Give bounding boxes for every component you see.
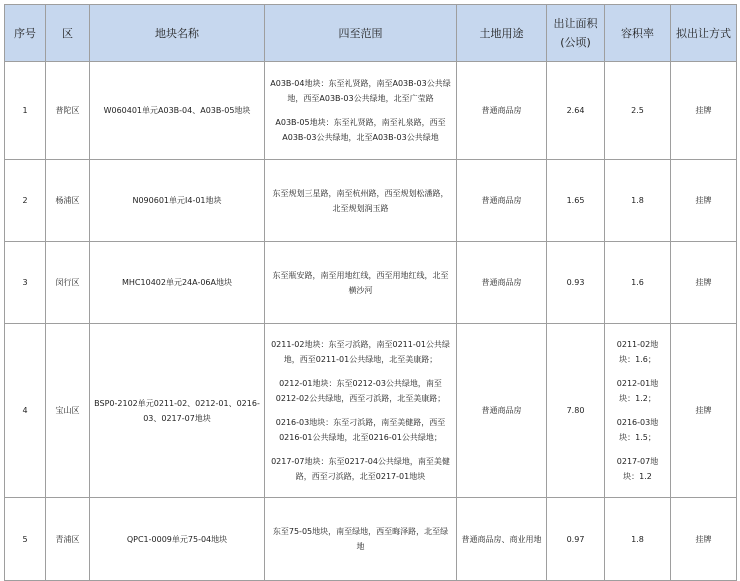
cell-bounds-line: 0217-07地块：东至0217-04公共绿地，南至美健路，西至刁浜路，北至0217-01地块 (271, 457, 450, 481)
cell-area: 7.80 (547, 324, 605, 498)
header-area (547, 5, 605, 62)
cell-far (605, 160, 671, 242)
cell-bounds-line: 东至75-05地块，南至绿地，西至晦泽路，北至绿地 (272, 527, 449, 551)
cell-far-line: 1.8 (631, 534, 644, 544)
cell-method: 挂牌 (671, 324, 737, 498)
cell-seq: 5 (5, 498, 46, 581)
cell-bounds-line: A03B-04地块：东至礼贤路，南至A03B-03公共绿地，西至A03B-03公共绿地，北至广莹路 (270, 79, 451, 103)
cell-bounds-line: 0212-01地块：东至0212-03公共绿地，南至0212-02公共绿地，西至刁浜路，北至美康路； (275, 379, 446, 403)
table-row (5, 160, 737, 242)
table-row (5, 242, 737, 324)
header-seq: 序号 (5, 5, 46, 62)
table-row (5, 324, 737, 498)
cell-far-line: 0216-03地块：1.5； (616, 418, 659, 442)
land-transfer-table-container (4, 4, 736, 581)
cell-name: BSP0-2102单元0211-02、0212-01、0216-03、0217-07地块 (90, 324, 265, 498)
table-row (5, 62, 737, 160)
header-far: 容积率 (605, 5, 671, 62)
cell-name: N090601单元I4-01地块 (90, 160, 265, 242)
cell-bounds-line: 0216-03地块：东至刁浜路，南至美健路，西至0216-01公共绿地，北至0216-01公共绿地； (275, 418, 446, 442)
table-row (5, 498, 737, 581)
cell-far-line: 1.6 (631, 278, 644, 287)
header-area-line2: (公顷) (560, 36, 591, 49)
cell-far-line: 0212-01地块：1.2； (616, 379, 659, 403)
cell-method: 挂牌 (671, 242, 737, 324)
cell-far (605, 62, 671, 160)
cell-far-line: 1.8 (631, 196, 644, 205)
cell-area: 1.65 (547, 160, 605, 242)
cell-area: 0.97 (547, 498, 605, 581)
cell-bounds (265, 160, 457, 242)
cell-seq: 3 (5, 242, 46, 324)
header-bounds: 四至范围 (265, 5, 457, 62)
cell-use: 普通商品房 (457, 62, 547, 160)
cell-bounds-line: 0211-02地块：东至刁浜路，南至0211-01公共绿地，西至0211-01公共绿地，北至美康路； (271, 340, 450, 364)
cell-use: 普通商品房、商业用地 (457, 498, 547, 581)
cell-far-line: 0211-02地块：1.6； (616, 340, 659, 364)
table-body (5, 62, 737, 581)
cell-seq: 4 (5, 324, 46, 498)
cell-far-line: 0217-07地块：1.2 (616, 457, 659, 481)
cell-method: 挂牌 (671, 62, 737, 160)
cell-method: 挂牌 (671, 498, 737, 581)
header-area-line1: 出让面积 (553, 17, 598, 30)
cell-area: 2.64 (547, 62, 605, 160)
cell-method: 挂牌 (671, 160, 737, 242)
cell-bounds (265, 62, 457, 160)
cell-district: 宝山区 (46, 324, 90, 498)
cell-far (605, 324, 671, 498)
cell-district: 普陀区 (46, 62, 90, 160)
cell-seq: 1 (5, 62, 46, 160)
cell-seq: 2 (5, 160, 46, 242)
header-name: 地块名称 (90, 5, 265, 62)
cell-district: 杨浦区 (46, 160, 90, 242)
cell-far (605, 242, 671, 324)
cell-far (605, 498, 671, 581)
cell-bounds (265, 242, 457, 324)
header-row (5, 5, 737, 62)
cell-district: 闵行区 (46, 242, 90, 324)
cell-bounds-line: A03B-05地块：东至礼贤路，南至礼泉路，西至A03B-03公共绿地，北至A03B-03公共绿地 (275, 118, 446, 142)
cell-use: 普通商品房 (457, 160, 547, 242)
cell-bounds-line: 东至瓶安路，南至用地红线，西至用地红线，北至横沙河 (272, 270, 449, 295)
cell-area: 0.93 (547, 242, 605, 324)
header-district: 区 (46, 5, 90, 62)
cell-name: QPC1-0009单元75-04地块 (90, 498, 265, 581)
cell-bounds (265, 324, 457, 498)
cell-district: 青浦区 (46, 498, 90, 581)
cell-use: 普通商品房 (457, 324, 547, 498)
land-transfer-table (4, 4, 737, 581)
cell-far-line: 2.5 (631, 106, 644, 115)
cell-use: 普通商品房 (457, 242, 547, 324)
cell-bounds (265, 498, 457, 581)
cell-bounds-line: 东至规划三星路，南至杭州路，西至规划松潘路，北至规划润玉路 (272, 188, 449, 213)
cell-name: MHC10402单元24A-06A地块 (90, 242, 265, 324)
cell-name: W060401单元A03B-04、A03B-05地块 (90, 62, 265, 160)
header-use: 土地用途 (457, 5, 547, 62)
header-method: 拟出让方式 (671, 5, 737, 62)
